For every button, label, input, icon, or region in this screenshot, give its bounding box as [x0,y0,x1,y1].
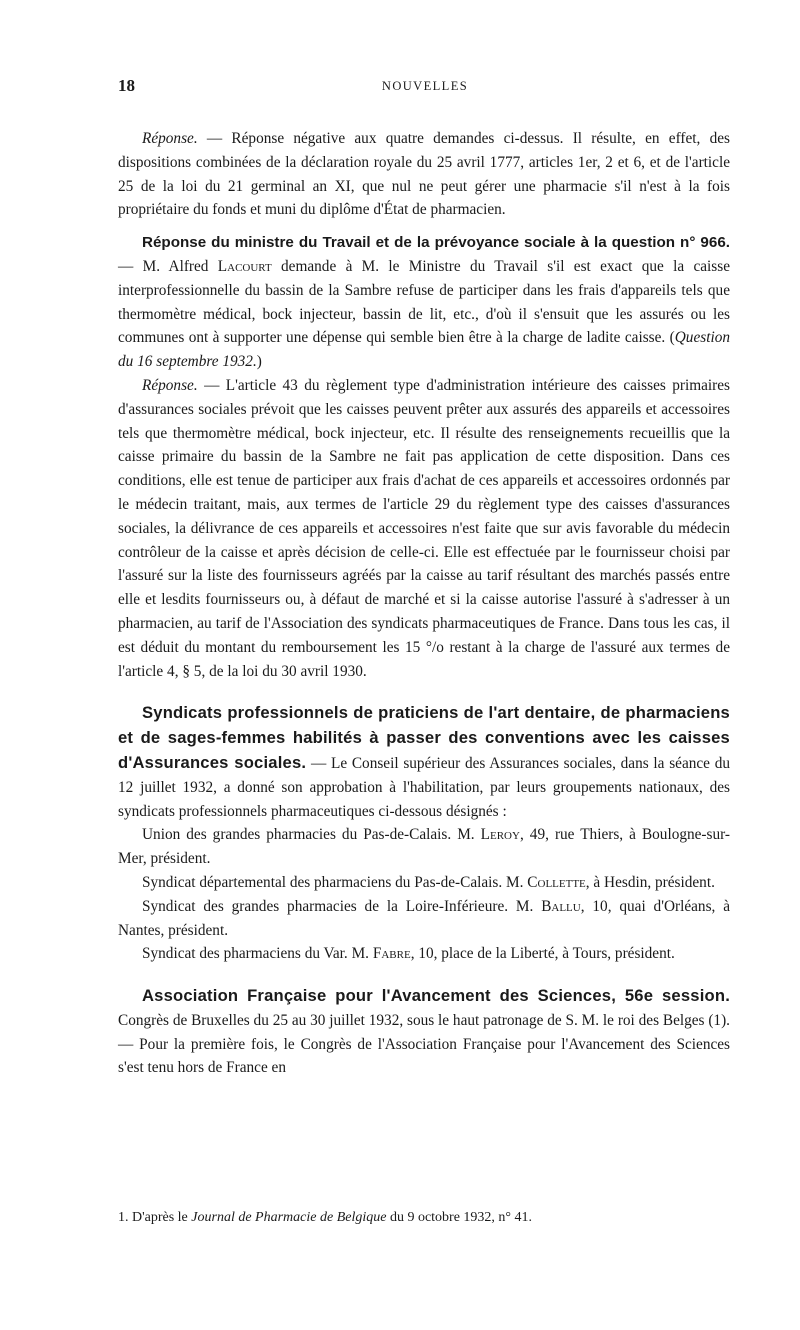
section-heading: Association Française pour l'Avancement des Sciences, 56e session. [142,986,730,1006]
list-item-loire-inferieure [118,895,730,943]
paragraph-text: — Le Conseil supérieur des Assurances sociales, dans la séance du 12 juillet 1932, a donné son approbation à l'habilitation, par leurs groupements nationaux, des syndicats professionnels pharmaceutiques ci-dessous désignés : [118,754,730,820]
paragraph-reponse-pharmacie [118,127,730,222]
paragraph-text: Congrès de Bruxelles du 25 au 30 juillet 1932, sous le haut patronage de S. M. le roi des Belges (1). — Pour la première fois, le Congrès de l'Association Française pour l'Avancement des Sciences s'est tenu hors de France en [118,1011,730,1077]
list-text: , 49, rue Thiers, à Boulogne-sur-Mer, président. [118,826,731,868]
footnote [118,1208,730,1228]
paragraph-text: — L'article 43 du règlement type d'administration intérieure des caisses primaires d'assurances sociales prévoit que les caisses peuvent prêter aux assurés des appareils et accessoires tels que thermomètre médical, bock injecteur, etc. Il résulte des renseignements recueillis que la caisse primaire du bassin de la Sambre ne fait pas application de cette disposition. Dans ces conditions, elle est tenue de participer aux frais d'achat de ces appareils et accessoires ordonnés par le médecin traitant, mais, aux termes de l'article 29 du règlement type des caisses d'assurances sociales, la délivrance de ces appareils et accessoires n'est faite que sur avis favorable du médecin contrôleur de la caisse et après décision de celle-ci. Elle est effectuée par le fournisseur choisi par l'assuré sur la liste des fournisseurs agréés par la caisse au tarif résultant des marchés passés entre elle et lesdits fournisseurs ou, à défaut de marché et si la caisse autorise l'assuré à s'adresser à un pharmacien, au tarif de l'Association des syndicats pharmaceutiques de France. Dans tous les cas, il est déduit du montant du remboursement les 15 °/o restant à la charge de l'assuré aux termes de l'article 4, § 5, de la loi du 30 avril 1930. [118,376,730,680]
list-text: Syndicat départemental des pharmaciens du Pas-de-Calais. M. [142,873,528,891]
list-text: , à Hesdin, président. [585,873,715,891]
footnote-text: 1. D'après le [118,1210,192,1225]
body-text [118,127,730,1080]
list-item-syndicat-departemental [118,871,730,895]
page-number: 18 [118,76,135,95]
person-name: Lacourt [217,257,272,275]
list-text: , 10, place de la Liberté, à Tours, président. [410,945,675,963]
journal-title: Journal de Pharmacie de Belgique [191,1210,387,1225]
person-name: Ballu [541,897,581,915]
list-text: Union des grandes pharmacies du Pas-de-Calais. M. [142,826,481,844]
paragraph-reponse-caisse [118,374,730,683]
section-heading: Syndicats professionnels de praticiens de l'art dentaire, de pharmaciens et de sages-femmes habilités à passer des conventions avec les caisses d'Assurances sociales. [118,703,730,772]
person-name: Leroy [480,826,520,844]
list-text: Syndicat des pharmaciens du Var. M. [142,945,373,963]
list-text: Syndicat des grandes pharmacies de la Loire-Inférieure. M. [142,897,542,915]
section-association-francaise [118,984,730,1080]
running-header [118,76,732,102]
paragraph-text: demande à M. le Ministre du Travail s'il est exact que la caisse interprofessionnelle du bassin de la Sambre refuse de participer dans les frais d'appareils tels que thermomètre médical, bock injecteur, bassin de lit, etc., d'où il s'ensuit que les assurés ou les communes ont à supporter une dépense qui semble bien être à la charge de ladite caisse. ( [118,257,730,347]
paragraph-text: ) [256,353,262,371]
footnote-text: du 9 octobre 1932, n° 41. [386,1210,533,1225]
paragraph-text: — Réponse négative aux quatre demandes ci-dessus. Il résulte, en effet, des dispositions combinées de la déclaration royale du 25 avril 1777, articles 1er, 2 et 6, et de l'article 25 de la loi du 21 germinal an XI, que nul ne peut gérer une pharmacie s'il n'est à la fois propriétaire du fonds et muni du diplôme d'État de pharmacien. [118,130,730,219]
list-item-union-pas-de-calais [118,823,730,871]
person-name: Fabre [372,945,411,963]
list-item-var [118,942,730,966]
section-question-966 [118,231,730,374]
list-text: , 10, quai d'Orléans, à Nantes, président. [118,897,730,939]
running-title: NOUVELLES [381,79,469,93]
reponse-label: Réponse. [142,376,198,394]
section-heading: Réponse du ministre du Travail et de la prévoyance sociale à la question n° 966. [142,234,730,252]
person-name: Collette [527,873,586,891]
reponse-label: Réponse. [142,130,198,147]
question-reference: Question du 16 septembre 1932. [118,329,730,371]
paragraph-text: — M. Alfred [118,257,218,275]
section-syndicats [118,701,730,823]
